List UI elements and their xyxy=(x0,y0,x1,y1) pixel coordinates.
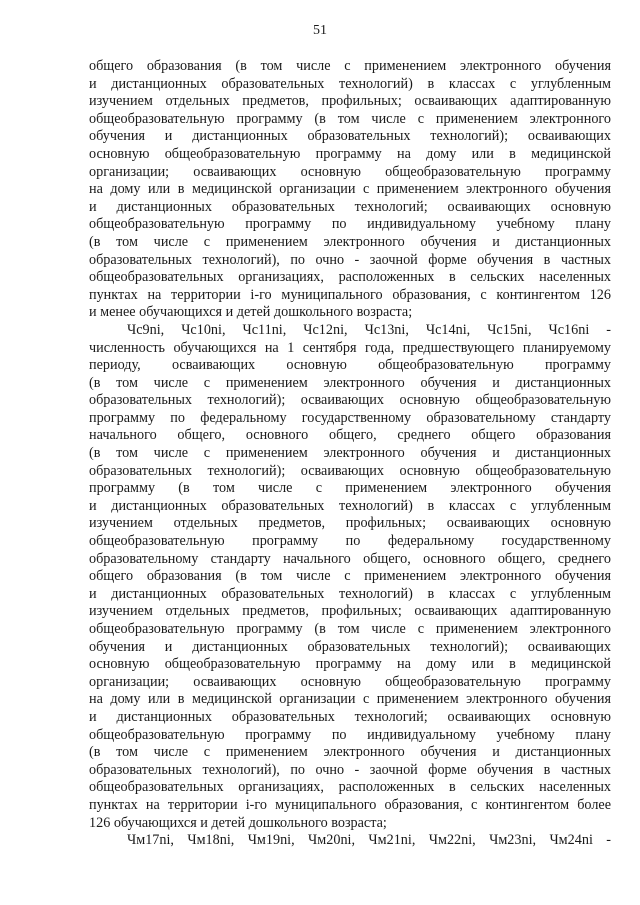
text-line: изучением отдельных предметов, профильных; осваивающих адаптированную xyxy=(89,93,611,110)
text-line: образовательных технологий); осваивающих основную общеобразовательную xyxy=(89,392,611,409)
text-line: Чм17ni, Чм18ni, Чм19ni, Чм20ni, Чм21ni, Чм22ni, Чм23ni, Чм24ni - xyxy=(127,832,611,849)
text-line: и дистанционных образовательных технологий; осваивающих основную xyxy=(89,198,611,215)
text-line: общеобразовательных организациях, расположенных в сельских населенных xyxy=(89,269,611,286)
page-number: 51 xyxy=(313,23,327,38)
text-line: организации; осваивающих основную общеобразовательную программу xyxy=(89,163,611,180)
text-line: общеобразовательных организациях, расположенных в сельских населенных xyxy=(89,779,611,796)
text-line: периоду, осваивающих основную общеобразовательную программу xyxy=(89,357,611,374)
text-line: общего образования (в том числе с применением электронного обучения xyxy=(89,58,611,74)
text-line: (в том числе с применением электронного обучения и дистанционных xyxy=(89,744,611,761)
text-line: (в том числе с применением электронного обучения и дистанционных xyxy=(89,374,611,391)
text-line: общеобразовательную программу по индивидуальному учебному плану xyxy=(89,216,611,233)
text-line: программу (в том числе с применением электронного обучения xyxy=(89,480,611,497)
text-line: изучением отдельных предметов, профильных; осваивающих основную xyxy=(89,515,611,532)
text-line: на дому или в медицинской организации с применением электронного обучения xyxy=(89,691,611,708)
text-line: программу по федеральному государственному образовательному стандарту xyxy=(89,409,611,426)
text-line: организации; осваивающих основную общеобразовательную программу xyxy=(89,673,611,690)
text-line: и дистанционных образовательных технологий; осваивающих основную xyxy=(89,708,611,725)
text-line: пунктах на территории i-го муниципального образования, с контингентом более xyxy=(89,796,611,813)
text-line: образовательных технологий), по очно - заочной форме обучения в частных xyxy=(89,761,611,778)
text-line: общеобразовательную программу по индивидуальному учебному плану xyxy=(89,726,611,743)
text-line: (в том числе с применением электронного обучения и дистанционных xyxy=(89,233,611,250)
text-line: общеобразовательную программу (в том числе с применением электронного xyxy=(89,621,611,637)
text-line: основную общеобразовательную программу на дому или в медицинской xyxy=(89,656,611,673)
text-line: и дистанционных образовательных технологий) в классах с углубленным xyxy=(89,75,611,92)
body-text xyxy=(89,58,611,850)
text-line: общеобразовательную программу (в том числе с применением электронного xyxy=(89,110,611,127)
text-line: основную общеобразовательную программу на дому или в медицинской xyxy=(89,145,611,162)
text-line: общеобразовательную программу по федеральному государственному xyxy=(89,533,611,550)
text-line: изучением отдельных предметов, профильных; осваивающих адаптированную xyxy=(89,603,611,620)
text-line: (в том числе с применением электронного обучения и дистанционных xyxy=(89,445,611,462)
text-line: на дому или в медицинской организации с применением электронного обучения xyxy=(89,181,611,198)
text-line: численность обучающихся на 1 сентября года, предшествующего планируемому xyxy=(89,339,611,356)
text-line: обучения и дистанционных образовательных технологий); осваивающих xyxy=(89,638,611,655)
text-line: 126 обучающихся и детей дошкольного возраста; xyxy=(89,814,387,831)
text-line: образовательных технологий), по очно - заочной форме обучения в частных xyxy=(89,251,611,268)
text-line: образовательных технологий); осваивающих основную общеобразовательную xyxy=(89,462,611,479)
text-line: образовательному стандарту начального общего, основного общего, среднего xyxy=(89,550,611,567)
text-line: Чс9ni, Чс10ni, Чс11ni, Чс12ni, Чс13ni, Чс14ni, Чс15ni, Чс16ni - xyxy=(127,321,611,338)
text-line: пунктах на территории i-го муниципального образования, с контингентом 126 xyxy=(89,286,611,303)
text-line: и дистанционных образовательных технологий) в классах с углубленным xyxy=(89,497,611,514)
text-line: начального общего, основного общего, среднего общего образования xyxy=(89,427,611,444)
text-line: и менее обучающихся и детей дошкольного возраста; xyxy=(89,304,413,321)
text-line: и дистанционных образовательных технологий) в классах с углубленным xyxy=(89,585,611,602)
text-line: общего образования (в том числе с применением электронного обучения xyxy=(89,568,611,585)
text-line: обучения и дистанционных образовательных технологий); осваивающих xyxy=(89,128,611,145)
